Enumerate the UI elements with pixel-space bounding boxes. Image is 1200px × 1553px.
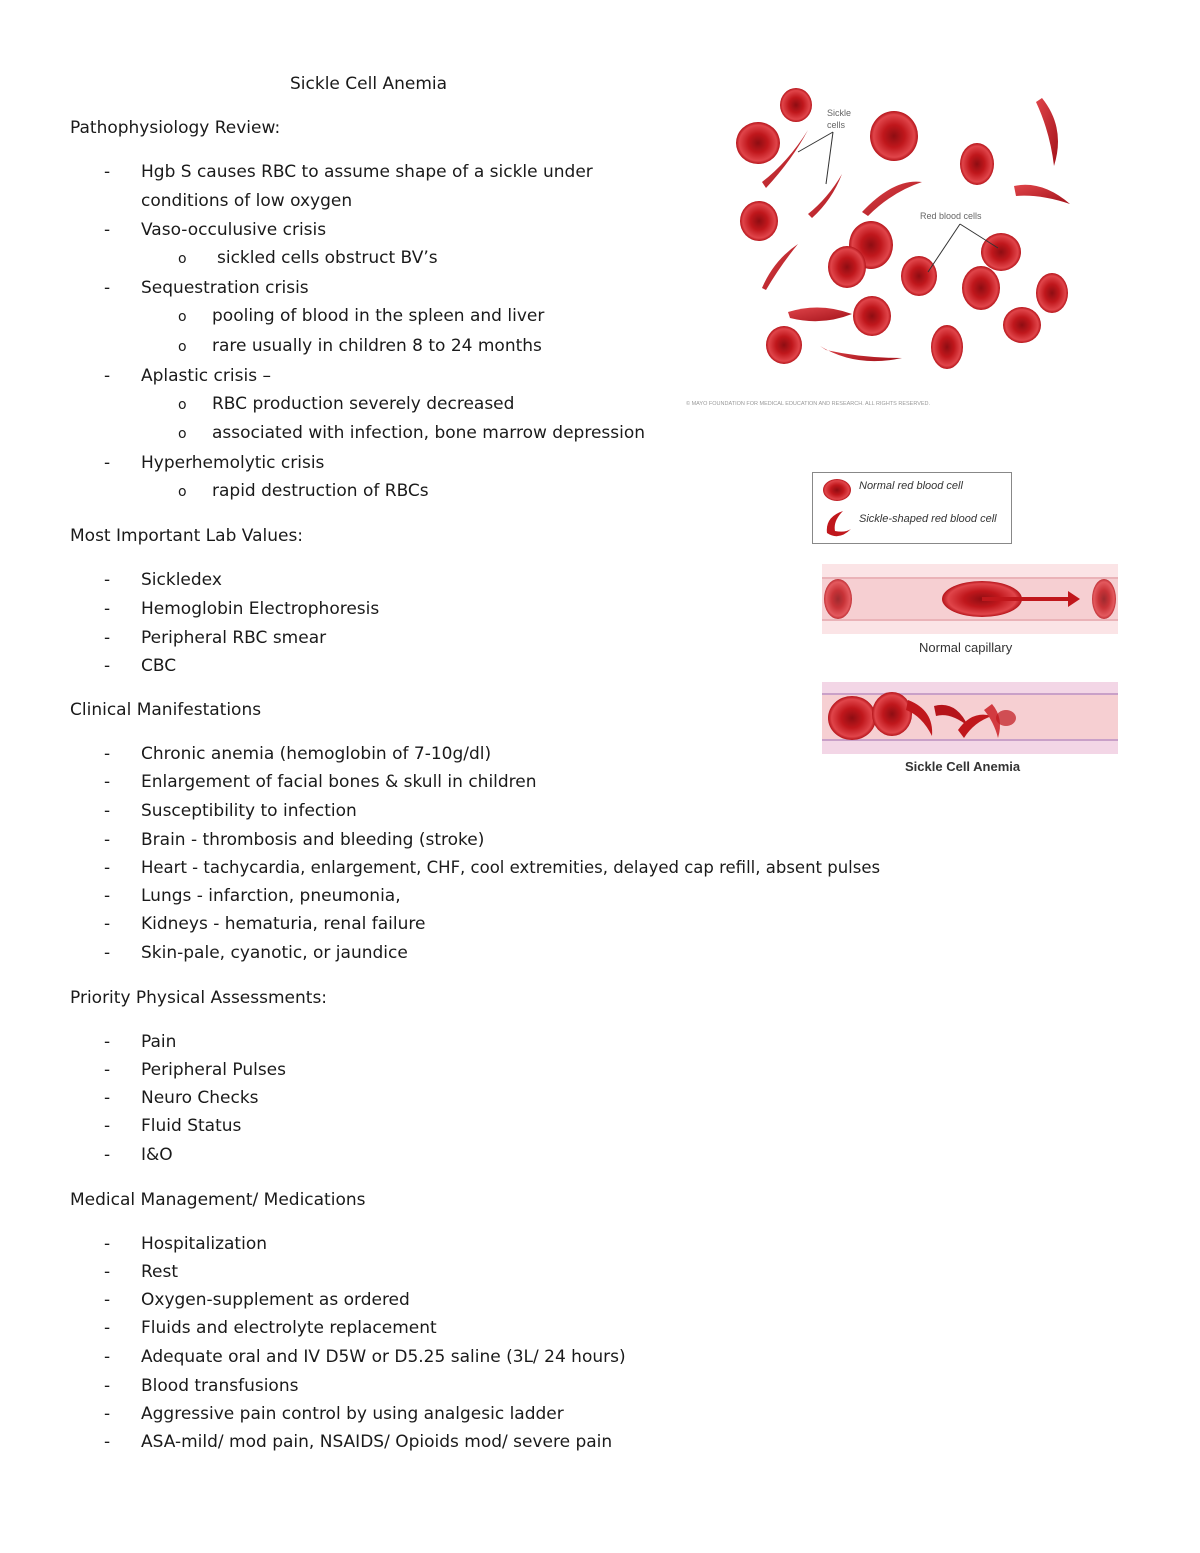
bullet-dash: - xyxy=(104,801,111,821)
list-item: Pain xyxy=(141,1032,177,1052)
bullet-dash: - xyxy=(104,453,111,473)
bullet-circle: o xyxy=(178,309,187,325)
bullet-circle: o xyxy=(178,339,187,355)
sub-list-item: RBC production severely decreased xyxy=(212,394,515,414)
section-heading-clinical: Clinical Manifestations xyxy=(70,700,262,720)
section-heading-pathophysiology: Pathophysiology Review: xyxy=(70,118,281,138)
label-pointer xyxy=(928,224,960,272)
bullet-dash: - xyxy=(104,1116,111,1136)
list-item: Sequestration crisis xyxy=(141,278,309,298)
bullet-dash: - xyxy=(104,858,111,878)
bullet-dash: - xyxy=(104,1318,111,1338)
bullet-dash: - xyxy=(104,628,111,648)
bullet-dash: - xyxy=(104,1060,111,1080)
sub-list-item: rare usually in children 8 to 24 months xyxy=(212,336,542,356)
normal-red-cells xyxy=(736,88,1068,369)
list-item: Skin-pale, cyanotic, or jaundice xyxy=(141,943,408,963)
bullet-dash: - xyxy=(104,914,111,934)
bullet-dash: - xyxy=(104,1262,111,1282)
bullet-dash: - xyxy=(104,886,111,906)
legend-sickle: Sickle-shaped red blood cell xyxy=(859,513,997,525)
bullet-circle: o xyxy=(178,251,187,267)
bullet-dash: - xyxy=(104,772,111,792)
label-pointer xyxy=(826,132,833,184)
bullet-dash: - xyxy=(104,656,111,676)
bullet-dash: - xyxy=(104,1145,111,1165)
bullet-dash: - xyxy=(104,1032,111,1052)
bullet-dash: - xyxy=(104,830,111,850)
normal-capillary-figure xyxy=(822,562,1118,662)
sickle-capillary-figure xyxy=(822,680,1118,780)
bullet-dash: - xyxy=(104,1404,111,1424)
list-item: Hgb S causes RBC to assume shape of a sickle under xyxy=(141,162,593,182)
section-heading-assessments: Priority Physical Assessments: xyxy=(70,988,328,1008)
legend-normal: Normal red blood cell xyxy=(859,480,963,492)
sub-list-item: sickled cells obstruct BV’s xyxy=(217,248,438,268)
list-item: Vaso-occulusive crisis xyxy=(141,220,327,240)
bullet-dash: - xyxy=(104,162,111,182)
list-item: Rest xyxy=(141,1262,179,1282)
list-item: ASA-mild/ mod pain, NSAIDS/ Opioids mod/ severe pain xyxy=(141,1432,613,1452)
list-item: Peripheral Pulses xyxy=(141,1060,286,1080)
bullet-dash: - xyxy=(104,570,111,590)
bullet-dash: - xyxy=(104,744,111,764)
bullet-dash: - xyxy=(104,599,111,619)
list-item: Hospitalization xyxy=(141,1234,267,1254)
normal-cell-icon xyxy=(821,477,853,503)
list-item-continuation: conditions of low oxygen xyxy=(141,191,353,211)
label-sickle-cells-1: Sickle xyxy=(827,108,852,118)
list-item: Fluids and electrolyte replacement xyxy=(141,1318,437,1338)
sub-list-item: rapid destruction of RBCs xyxy=(212,481,429,501)
list-item: Heart - tachycardia, enlargement, CHF, cool extremities, delayed cap refill, absent pulses xyxy=(141,858,881,877)
list-item: Oxygen-supplement as ordered xyxy=(141,1290,410,1310)
list-item: Susceptibility to infection xyxy=(141,801,357,821)
list-item: Hyperhemolytic crisis xyxy=(141,453,325,473)
bullet-dash: - xyxy=(104,278,111,298)
list-item: Chronic anemia (hemoglobin of 7-10g/dl) xyxy=(141,744,492,764)
bullet-dash: - xyxy=(104,1376,111,1396)
bullet-dash: - xyxy=(104,1290,111,1310)
bullet-dash: - xyxy=(104,1234,111,1254)
page-title: Sickle Cell Anemia xyxy=(290,74,448,94)
list-item: Aggressive pain control by using analgesic ladder xyxy=(141,1404,564,1424)
bullet-circle: o xyxy=(178,397,187,413)
list-item: Adequate oral and IV D5W or D5.25 saline (3L/ 24 hours) xyxy=(141,1347,626,1367)
list-item: Enlargement of facial bones & skull in children xyxy=(141,772,537,792)
list-item: Aplastic crisis – xyxy=(141,366,271,386)
list-item: Neuro Checks xyxy=(141,1088,259,1108)
bullet-dash: - xyxy=(104,1088,111,1108)
label-pointer xyxy=(798,132,833,152)
blood-cells-figure xyxy=(680,80,1080,410)
section-heading-management: Medical Management/ Medications xyxy=(70,1190,366,1210)
bullet-dash: - xyxy=(104,1432,111,1452)
list-item: Blood transfusions xyxy=(141,1376,299,1396)
list-item: Brain - thrombosis and bleeding (stroke) xyxy=(141,830,485,850)
bullet-dash: - xyxy=(104,220,111,240)
list-item: Sickledex xyxy=(141,570,222,590)
list-item: Kidneys - hematuria, renal failure xyxy=(141,914,426,934)
section-heading-labs: Most Important Lab Values: xyxy=(70,526,304,546)
label-sickle-cells-2: cells xyxy=(827,120,846,130)
list-item: Hemoglobin Electrophoresis xyxy=(141,599,380,619)
list-item: I&O xyxy=(141,1145,173,1165)
bullet-dash: - xyxy=(104,366,111,386)
list-item: Fluid Status xyxy=(141,1116,242,1136)
list-item: CBC xyxy=(141,656,177,676)
label-red-blood-cells: Red blood cells xyxy=(920,211,982,221)
sub-list-item: associated with infection, bone marrow depression xyxy=(212,423,646,443)
bullet-circle: o xyxy=(178,426,187,442)
sub-list-item: pooling of blood in the spleen and liver xyxy=(212,306,545,326)
caption-sickle-cell-anemia: Sickle Cell Anemia xyxy=(905,759,1021,774)
figure-legend-box xyxy=(812,472,1012,544)
bullet-circle: o xyxy=(178,484,187,500)
figure-credit: © MAYO FOUNDATION FOR MEDICAL EDUCATION AND RESEARCH. ALL RIGHTS RESERVED. xyxy=(686,401,931,407)
caption-normal-capillary: Normal capillary xyxy=(919,640,1013,655)
bullet-dash: - xyxy=(104,943,111,963)
list-item: Peripheral RBC smear xyxy=(141,628,327,648)
bullet-dash: - xyxy=(104,1347,111,1367)
sickle-cell-icon xyxy=(821,509,853,537)
list-item: Lungs - infarction, pneumonia, xyxy=(141,886,401,906)
